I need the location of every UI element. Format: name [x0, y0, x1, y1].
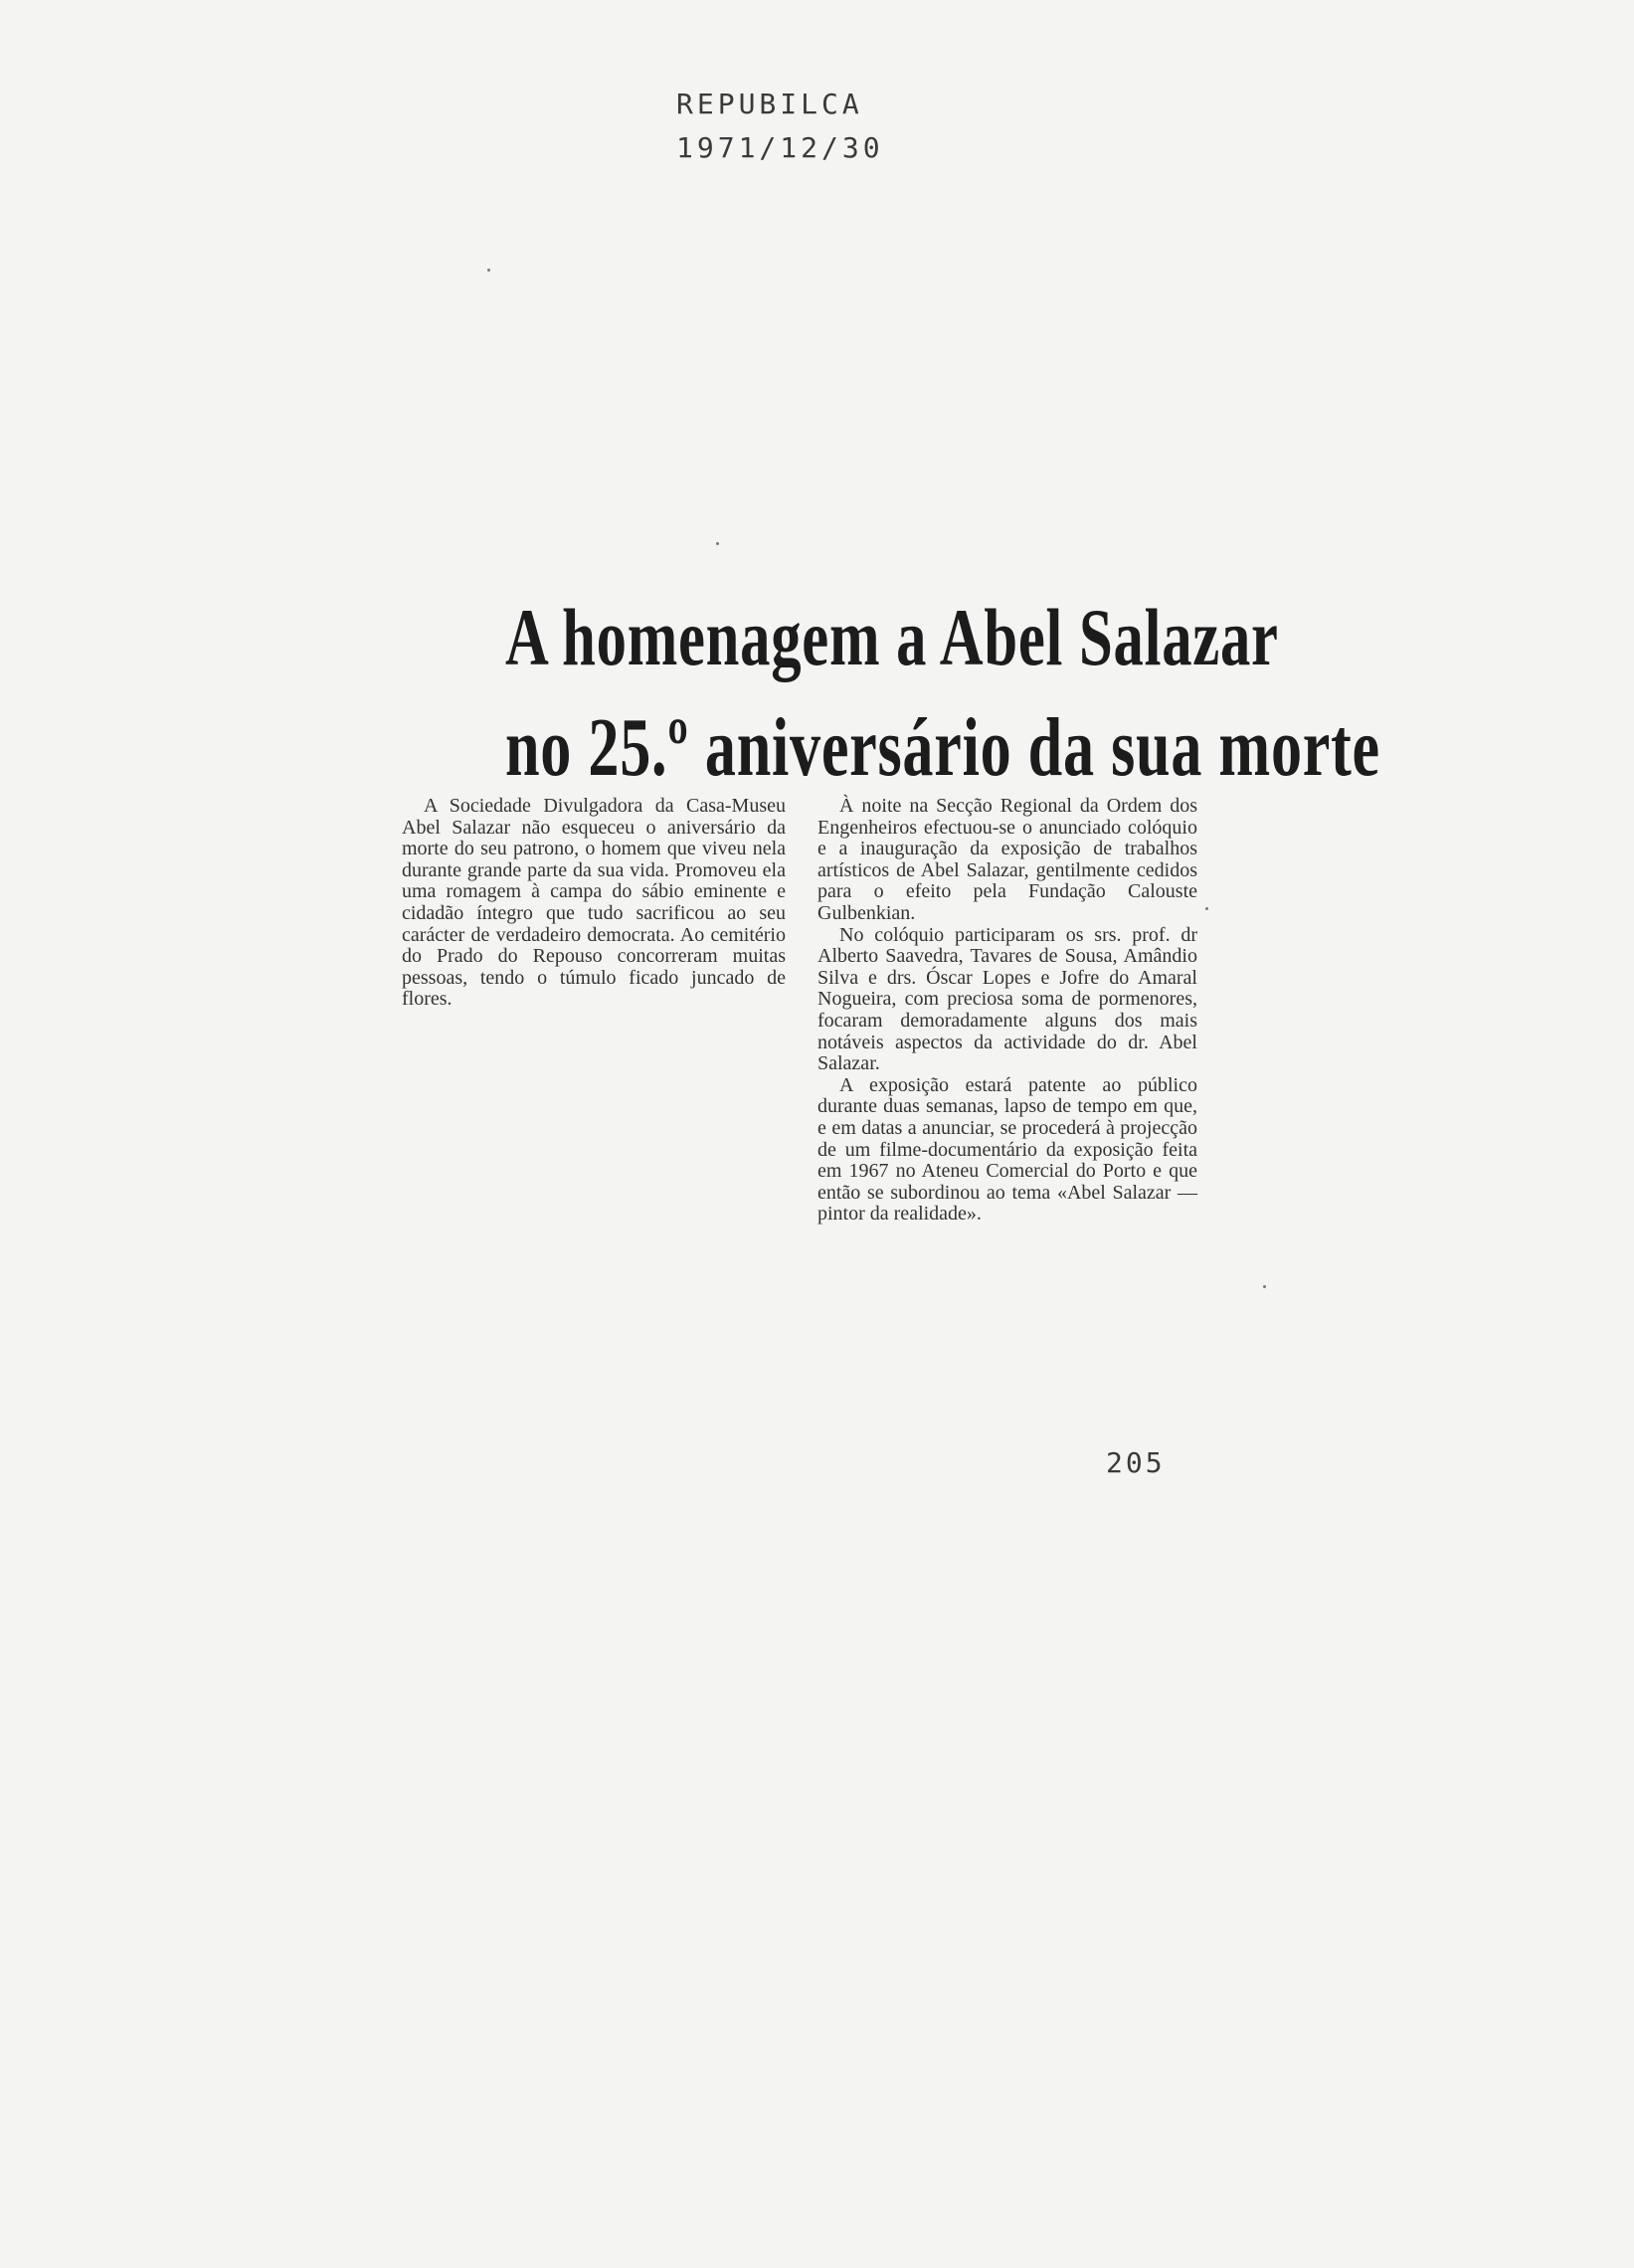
scan-speck [1263, 1285, 1266, 1288]
right-paragraph-2: No colóquio participaram os srs. prof. dr Alberto Saavedra, Tavares de Sousa, Amândio Silva e drs. Óscar Lopes e Jofre do Amaral Nogueira, com preciosa soma de pormenores, focaram demoradamente alguns dos mais notáveis aspectos da actividade do dr. Abel Salazar. [817, 923, 1197, 1075]
scan-speck [1205, 907, 1208, 910]
article-column-right [817, 796, 1197, 1226]
article-column-left [402, 796, 786, 1226]
newspaper-source-stamp: REPUBILCA [676, 88, 863, 120]
right-paragraph-1: À noite na Secção Regional da Ordem dos Engenheiros efectuou-se o anunciado colóquio e a inauguração da exposição de trabalhos artísticos de Abel Salazar, gentilmente cedidos para o efeito pela Fundação Calouste Gulbenkian. [817, 795, 1197, 924]
newspaper-clipping [402, 592, 1380, 1226]
article-columns [402, 796, 1197, 1226]
publication-date-stamp: 1971/12/30 [676, 131, 884, 164]
right-paragraph-3: A exposição estará patente ao público durante duas semanas, lapso de tempo em que, e em datas a anunciar, se procederá à projecção de um filme-documentário da exposição feita em 1967 no Ateneu Comercial do Porto e que então se subordinou ao tema «Abel Salazar — pintor da realidade». [817, 1073, 1197, 1226]
headline-line-1: A homenagem a Abel Salazar [505, 592, 1279, 682]
scan-speck [716, 542, 719, 545]
page-number: 205 [1106, 1446, 1166, 1479]
scan-speck [487, 269, 490, 272]
left-paragraph-1: A Sociedade Divulgadora da Casa-Museu Abel Salazar não esqueceu o aniversário da morte do seu patrono, o homem que viveu nela durante grande parte da sua vida. Promoveu ela uma romagem à campa do sábio eminente e cidadão íntegro que tudo sacrificou ao seu carácter de verdadeiro democrata. Ao cemitério do Prado do Repouso concorreram muitas pessoas, tendo o túmulo ficado juncado de flores. [402, 795, 786, 1011]
article-headline [505, 592, 1380, 794]
headline-line-2: no 25.º aniversário da sua morte [505, 701, 1380, 794]
